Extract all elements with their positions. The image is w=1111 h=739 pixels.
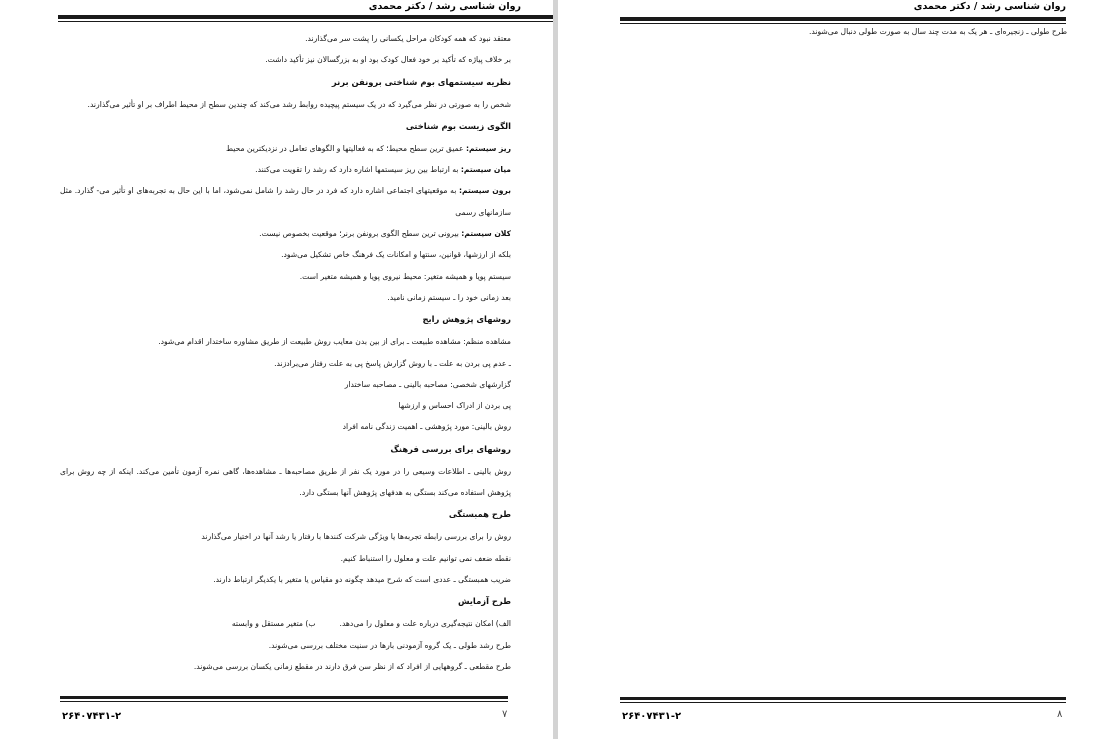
right-page bbox=[558, 0, 1111, 739]
footer-rule-thin bbox=[620, 702, 1066, 703]
line-text: طرح مقطعی ـ گروههایی از افراد که از نظر سن فرق دارند در مقطع زمانی یکسان بررسی می‌شوند. bbox=[193, 661, 511, 671]
line-text: بیرونی ترین سطح الگوی برونفن برنر؛ موقعیت بخصوص نیست. bbox=[259, 229, 459, 239]
section-heading bbox=[60, 503, 511, 526]
body-paragraph: طرح طولی ـ زنجیره‌ای ـ هر یک به مدت چند سال به صورت طولی دنبال می‌شوند. bbox=[808, 27, 1067, 36]
header-title: روان شناسی رشد / دکتر محمدی bbox=[913, 1, 1066, 12]
text-line bbox=[60, 180, 511, 223]
text-line bbox=[60, 526, 511, 547]
line-text: طرح آزمایش bbox=[457, 596, 511, 607]
line-text: بعد زمانی خود را ـ سیستم زمانی نامید. bbox=[387, 292, 511, 302]
line-text: بلکه از ارزشها، قوانین، سنتها و امکانات یک فرهنگ خاص تشکیل می‌شود. bbox=[281, 250, 511, 260]
footer-rule-thin bbox=[60, 701, 508, 702]
line-text: سیستم پویا و همیشه متغیر: محیط نیروی پویا و همیشه متغیر است. bbox=[299, 271, 511, 281]
section-heading bbox=[60, 438, 511, 461]
text-line bbox=[60, 353, 511, 374]
text-line bbox=[60, 159, 511, 180]
page-number: ۸ bbox=[1057, 709, 1063, 720]
line-text: پی بردن از ادراک احساس و ارزشها bbox=[398, 401, 511, 411]
text-line bbox=[60, 331, 511, 352]
page-number: ۷ bbox=[502, 709, 508, 720]
text-line bbox=[60, 416, 511, 437]
text-line bbox=[60, 569, 511, 590]
line-text: روش بالینی: مورد پژوهشی ـ اهمیت زندگی نامه افراد bbox=[342, 422, 511, 432]
text-line bbox=[60, 287, 511, 308]
text-line bbox=[60, 374, 511, 395]
text-line bbox=[60, 395, 511, 416]
line-text: شخص را به صورتی در نظر می‌گیرد که در یک سیستم پیچیده روابط رشد می‌کند که چندین سطح از محیط اطراف بر او تأثیر می‌گذارند. bbox=[87, 99, 511, 109]
line-text: الگوی زیست بوم شناختی bbox=[405, 120, 511, 131]
text-line bbox=[60, 613, 511, 634]
footer-rule bbox=[620, 697, 1066, 700]
line-text: ضریب همبستگی ـ عددی است که شرح میدهد چگونه دو مقیاس یا متغیر با یکدیگر ارتباط دارند. bbox=[213, 574, 511, 584]
line-text: معتقد نبود که همه کودکان مراحل یکسانی را پشت سر می‌گذارند. bbox=[305, 34, 511, 43]
term-label: ریز سیستم: bbox=[466, 143, 511, 153]
line-text: الف) امکان نتیجه‌گیری درباره علت و معلول را می‌دهد. bbox=[339, 619, 511, 629]
line-text: عمیق ترین سطح محیط؛ که به فعالیتها و الگوهای تعامل در نزدیکترین محیط bbox=[226, 143, 464, 153]
header-rule-thin bbox=[620, 23, 1066, 24]
line-text: روش بالینی ـ اطلاعات وسیعی را در مورد یک نفر از طریق مصاحبه‌ها ـ مشاهده‌ها، گاهی نمره آزمون تأمین می‌کند. اینکه از چه روش برای پژوهش استفاده می‌کند بستگی به هدفهای پژوهش آنها بستگی دارد. bbox=[60, 466, 511, 498]
text-line bbox=[60, 635, 511, 656]
term-label: کلان سیستم: bbox=[461, 229, 511, 239]
text-line bbox=[60, 244, 511, 265]
term-label: میان سیستم: bbox=[460, 165, 511, 175]
section-heading bbox=[60, 71, 511, 94]
text-line bbox=[60, 656, 511, 677]
header-rule-thin bbox=[58, 21, 553, 22]
section-heading bbox=[60, 308, 511, 331]
section-heading bbox=[60, 115, 511, 138]
text-line bbox=[60, 138, 511, 159]
line-text: گزارشهای شخصی: مصاحبه بالینی ـ مصاحبه ساختدار bbox=[344, 379, 511, 389]
footer-code: ۲۶۴۰۷۴۳۱-۲ bbox=[622, 711, 682, 722]
line-text: به موقعیتهای اجتماعی اشاره دارد که فرد در حال رشد را شامل نمی‌شود، اما با این حال به تجربه‌های او تأثیر می- گذارد. مثل سازمانهای رسمی bbox=[60, 186, 511, 217]
left-page bbox=[0, 0, 553, 739]
line-text: روشهای برای بررسی فرهنگ bbox=[390, 443, 511, 454]
section-heading bbox=[60, 590, 511, 613]
line-text: نقطه ضعف نمی توانیم علت و معلول را استنباط کنیم. bbox=[340, 553, 511, 563]
header-title: روان شناسی رشد / دکتر محمدی bbox=[368, 1, 521, 12]
line-text: به ارتباط بین ریز سیستمها اشاره دارد که رشد را تقویت می‌کنند. bbox=[255, 165, 459, 175]
line-text: مشاهده منظم: مشاهده طبیعت ـ برای از بین بدن معایب روش طبیعت از طریق مشاوره ساختدار اقدام می‌شود. bbox=[158, 337, 511, 347]
text-line bbox=[60, 266, 511, 287]
line-text: طرح رشد طولی ـ یک گروه آزمودنی بارها در سنیت مختلف بررسی می‌شوند. bbox=[268, 640, 511, 650]
text-line bbox=[60, 461, 511, 504]
text-line bbox=[60, 548, 511, 569]
line-text: روش را برای بررسی رابطه تجربه‌ها یا ویژگی شرکت کنندها با رفتار یا رشد آنها در اختیار می‌گذارند bbox=[201, 532, 511, 542]
line-text: روشهای پژوهش رایج bbox=[422, 314, 511, 325]
line-text: طرح همبستگی bbox=[448, 509, 511, 520]
page-body bbox=[60, 28, 511, 677]
text-line bbox=[60, 223, 511, 244]
text-line bbox=[60, 94, 511, 115]
footer-rule bbox=[60, 696, 508, 699]
header-rule bbox=[620, 17, 1066, 21]
text-line bbox=[60, 49, 511, 70]
text-line bbox=[60, 28, 511, 49]
header-rule bbox=[58, 15, 553, 19]
footer-code: ۲۶۴۰۷۴۳۱-۲ bbox=[62, 711, 122, 722]
line-text: ـ عدم پی بردن به علت ـ با روش گزارش پاسخ پی به علت رفتار می‌برادزند. bbox=[274, 358, 511, 368]
line-text: ب) متغیر مستقل و وابسته bbox=[231, 619, 316, 629]
line-text: نظریه سیستمهای بوم شناختی برونفن برنر bbox=[331, 76, 511, 87]
term-label: برون سیستم: bbox=[458, 186, 511, 196]
line-text: بر خلاف پیاژه که تأکید بر خود فعال کودک بود او به بزرگسالان نیز تأکید داشت. bbox=[265, 55, 511, 65]
